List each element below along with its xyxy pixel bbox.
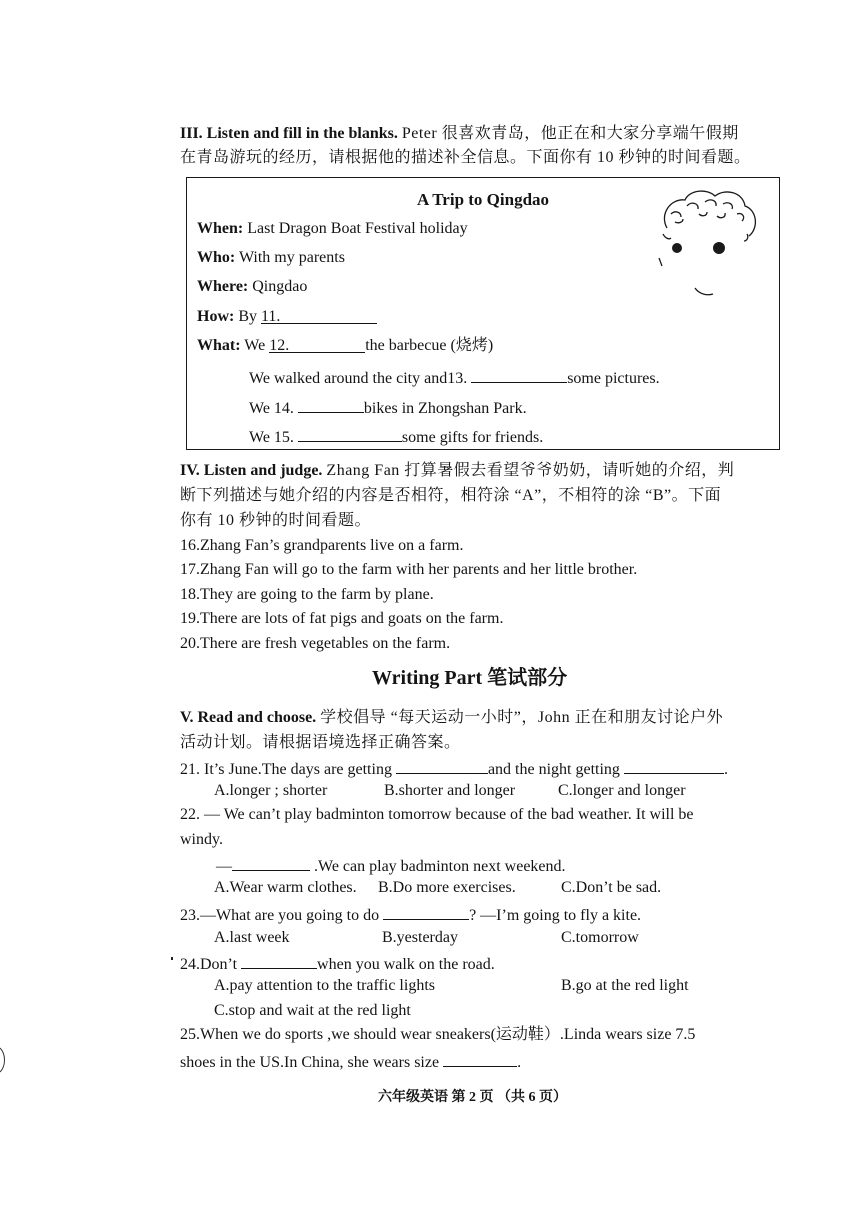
when-label: When: xyxy=(197,220,244,237)
blank-15[interactable] xyxy=(298,425,402,442)
q23-option-c[interactable]: C.tomorrow xyxy=(561,929,639,946)
judge-item-20: 20.There are fresh vegetables on the farm. xyxy=(180,635,451,652)
where-value: Qingdao xyxy=(252,278,308,295)
row-13 xyxy=(249,366,660,389)
section-3-heading: III. Listen and fill in the blanks. xyxy=(180,125,398,142)
q23-text-b: ? —I’m going to fly a kite. xyxy=(469,907,642,924)
row-13-before: We walked around the city and13. xyxy=(249,370,468,387)
what-label: What: xyxy=(197,337,241,354)
section-4-instruction-text: Zhang Fan 打算暑假去看望爷爷奶奶，请听她的介绍，判 xyxy=(326,462,735,479)
how-label: How: xyxy=(197,308,235,325)
section-5-instructions-line-2: 活动计划。请根据语境选择正确答案。 xyxy=(180,734,461,751)
judge-item-18: 18.They are going to the farm by plane. xyxy=(180,586,434,603)
face-doodle-illustration xyxy=(649,184,769,304)
q22-response-line xyxy=(216,854,566,877)
question-24 xyxy=(180,952,495,975)
row-14-before: We 14. xyxy=(249,400,294,417)
q23-option-b[interactable]: B.yesterday xyxy=(382,929,458,946)
q21-option-a[interactable]: A.longer ; shorter xyxy=(214,782,328,799)
q22-line-1: 22. — We can’t play badminton tomorrow because of the bad weather. It will be xyxy=(180,806,694,823)
blank-14[interactable] xyxy=(298,396,364,413)
row-13-after: some pictures. xyxy=(567,370,660,387)
scan-edge-mark xyxy=(0,1046,10,1076)
judge-item-16: 16.Zhang Fan’s grandparents live on a farm. xyxy=(180,537,464,554)
judge-item-19: 19.There are lots of fat pigs and goats on the farm. xyxy=(180,610,504,627)
section-5-instructions-line-1 xyxy=(180,708,723,728)
q21-blank-2[interactable] xyxy=(624,757,724,774)
q21-text-b: and the night getting xyxy=(487,761,620,778)
blank-12-number: 12. xyxy=(269,337,290,354)
how-value: By xyxy=(238,308,257,325)
q21-text-c: . xyxy=(723,761,728,778)
q22-line-2: windy. xyxy=(180,831,223,848)
when-value: Last Dragon Boat Festival holiday xyxy=(247,220,468,237)
blank-11[interactable] xyxy=(261,307,377,324)
q23-option-a[interactable]: A.last week xyxy=(214,929,290,946)
section-3-instruction-text: Peter 很喜欢青岛，他正在和大家分享端午假期 xyxy=(401,125,739,142)
q25-text-a: shoes in the US.In China, she wears size xyxy=(180,1054,440,1071)
section-4-heading: IV. Listen and judge. xyxy=(180,462,323,479)
q21-blank-1[interactable] xyxy=(396,757,488,774)
row-14-after: bikes in Zhongshan Park. xyxy=(363,400,527,417)
q24-text-a: 24.Don’t xyxy=(180,956,238,973)
what-value: We xyxy=(244,337,266,354)
q24-option-b[interactable]: B.go at the red light xyxy=(561,977,689,994)
trip-info-card xyxy=(186,177,780,450)
what-row xyxy=(197,336,493,356)
who-label: Who: xyxy=(197,249,236,266)
row-14 xyxy=(249,396,527,419)
q25-line-2 xyxy=(180,1050,521,1073)
q25-line-1: 25.When we do sports ,we should wear sneakers(运动鞋）.Linda wears size 7.5 xyxy=(180,1026,696,1043)
q24-blank[interactable] xyxy=(241,952,317,969)
q24-text-b: when you walk on the road. xyxy=(317,956,495,973)
scan-dot xyxy=(171,957,173,960)
section-3-instructions-line-2: 在青岛游玩的经历，请根据他的描述补全信息。下面你有 10 秒钟的时间看题。 xyxy=(180,149,751,166)
blank-11-number: 11. xyxy=(261,308,281,325)
q22-option-b[interactable]: B.Do more exercises. xyxy=(378,879,516,896)
writing-part-title: Writing Part 笔试部分 xyxy=(372,667,568,689)
section-3-instructions-line-1 xyxy=(180,124,739,144)
q22-option-a[interactable]: A.Wear warm clothes. xyxy=(214,879,357,896)
q24-option-c[interactable]: C.stop and wait at the red light xyxy=(214,1002,411,1019)
row-15-after: some gifts for friends. xyxy=(401,429,544,446)
section-4-instructions-line-2: 断下列描述与她介绍的内容是否相符，相符涂 “A”，不相符的涂 “B”。下面 xyxy=(180,487,722,504)
what-after: the barbecue (烧烤) xyxy=(365,337,494,354)
q25-text-b: . xyxy=(517,1054,522,1071)
who-value: With my parents xyxy=(238,249,345,266)
judge-item-17: 17.Zhang Fan will go to the farm with her parents and her little brother. xyxy=(180,561,638,578)
blank-12[interactable] xyxy=(269,336,365,353)
who-row xyxy=(197,248,345,268)
section-5-instruction-text: 学校倡导 “每天运动一小时”，John 正在和朋友讨论户外 xyxy=(320,709,724,726)
q21-option-c[interactable]: C.longer and longer xyxy=(558,782,686,799)
where-label: Where: xyxy=(197,278,249,295)
q21-option-b[interactable]: B.shorter and longer xyxy=(384,782,516,799)
section-4-instructions-line-1 xyxy=(180,461,734,481)
q25-blank[interactable] xyxy=(443,1050,517,1067)
question-21 xyxy=(180,757,728,780)
q23-text-a: 23.—What are you going to do xyxy=(180,907,380,924)
q24-option-a[interactable]: A.pay attention to the traffic lights xyxy=(214,977,435,994)
card-title: A Trip to Qingdao xyxy=(416,190,550,209)
q22-after: .We can play badminton next weekend. xyxy=(314,858,566,875)
page-footer: 六年级英语 第 2 页 （共 6 页） xyxy=(378,1090,567,1105)
section-5-heading: V. Read and choose. xyxy=(180,709,317,726)
blank-13[interactable] xyxy=(471,366,567,383)
section-4-instructions-line-3: 你有 10 秒钟的时间看题。 xyxy=(180,512,372,529)
q22-blank[interactable] xyxy=(232,854,310,871)
q21-text-a: 21. It’s June.The days are getting xyxy=(180,761,392,778)
q23-blank[interactable] xyxy=(383,903,469,920)
where-row xyxy=(197,277,307,297)
row-15-before: We 15. xyxy=(249,429,294,446)
q22-option-c[interactable]: C.Don’t be sad. xyxy=(561,879,662,896)
when-row xyxy=(197,219,468,239)
row-15 xyxy=(249,425,543,448)
q22-dash: — xyxy=(216,858,232,875)
how-row xyxy=(197,307,377,327)
question-23 xyxy=(180,903,641,926)
